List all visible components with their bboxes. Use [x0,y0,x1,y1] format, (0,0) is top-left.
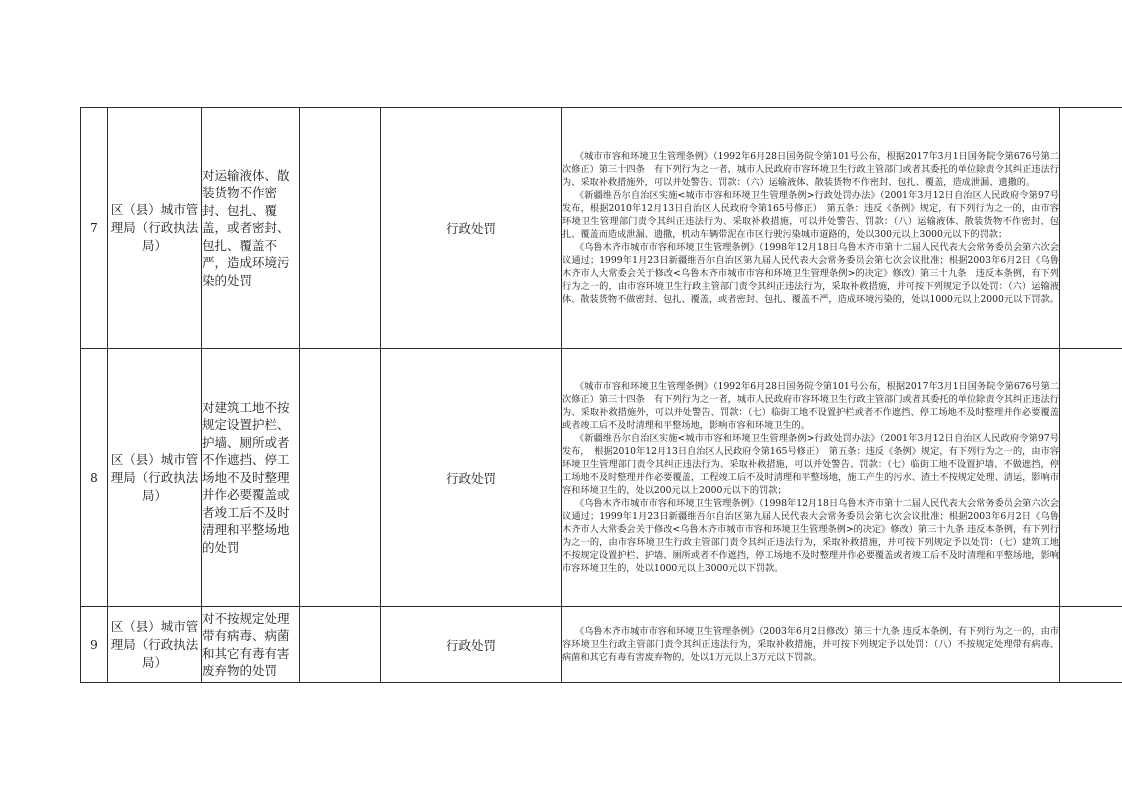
legal-basis-paragraph: 《乌鲁木齐市城市市容和环境卫生管理条例》（1998年12月18日乌鲁木齐市第十二届人民代表大会常务委员会第六次会议通过；1999年1月23日新疆维吾尔自治区第九届人民代表大会常务委员会第七次会议批准；根据2003年6月2日《乌鲁木齐市人大常委会关于修改<乌鲁木齐市城市市容和环境卫生管理条例>的决定》修改）第三十九条 违反本条例，有下列行为之一的，由市容环境卫生行政主管部门责令其纠正违法行为，采取补救措施，并可按下列规定予以处罚：（七）建筑工地不按规定设置护栏、护墙、厕所或者不作遮挡，停工场地不及时整理并作必要覆盖或者竣工后不及时清理和平整场地，影响市容环境卫生的，处以1000元以上3000元以下罚款。 [562,498,1059,574]
row-number: 8 [81,349,108,607]
empty-cell [1060,349,1122,607]
department-cell: 区（县）城市管理局（行政执法局） [108,607,202,683]
legal-basis-paragraph: 《乌鲁木齐市城市市容和环境卫生管理条例》（1998年12月18日乌鲁木齐市第十二届人民代表大会常务委员会第六次会议通过；1999年1月23日新疆维吾尔自治区第九届人民代表大会常务委员会第七次会议批准；根据2003年6月2日《乌鲁木齐市人大常委会关于修改<乌鲁木齐市城市市容和环境卫生管理条例>的决定》修改）第三十九条 违反本条例，有下列行为之一的，由市容环境卫生行政主管部门责令其纠正违法行为，采取补救措施，并可按下列规定予以处罚：（六）运输液体、散装货物不做密封、包扎、覆盖，或者密封、包扎、覆盖不严，造成环境污染的，处以1000元以上2000元以下罚款。 [562,242,1059,305]
legal-basis-cell [562,349,1060,607]
legal-basis-cell [562,108,1060,349]
row-number: 7 [81,108,108,349]
legal-basis-cell [562,607,1060,683]
empty-cell [300,108,381,349]
legal-basis-paragraph: 《城市市容和环境卫生管理条例》（1992年6月28日国务院令第101号公布，根据2017年3月1日国务院令第676号第二次修正）第三十四条 有下列行为之一者，城市人民政府市容环境卫生行政主管部门或者其委托的单位除责令其纠正违法行为、采取补救措施外，可以并处警告、罚款：（七）临街工地不设置护栏或者不作遮挡、停工场地不及时整理并作必要覆盖或者竣工后不及时清理和平整场地，影响市容和环境卫生的。 [562,381,1059,431]
empty-cell [1060,108,1122,349]
action-type-cell: 行政处罚 [381,607,562,683]
action-type-cell: 行政处罚 [381,108,562,349]
legal-basis-paragraph: 《乌鲁木齐市城市市容和环境卫生管理条例》（2003年6月2日修改）第三十九条 违反本条例，有下列行为之一的，由市容环境卫生行政主管部门责令其纠正违法行为，采取补救措施，并可按下列规定予以处罚：（八）不按规定处理带有病毒、病菌和其它有毒有害废弃物的，处以1万元以上3万元以下罚款。 [562,626,1059,663]
legal-basis-paragraph: 《新疆维吾尔自治区实施<城市市容和环境卫生管理条例>行政处罚办法》（2001年3月12日自治区人民政府令第97号发布， 根据2010年12月13日自治区人民政府令第165号修正） 第五条：违反《条例》规定，有下列行为之一的，由市容环境卫生管理部门责令其纠正违法行为、采取补救措施，可以并处警告、罚款：（七）临街工地不设置护墙、不做遮挡，停工场地不及时整理并作必要覆盖，工程竣工后不及时清理和平整场地，施工产生的污水、渣土不按规定处理、清运，影响市容和环境卫生的，处以200元以上2000元以下的罚款； [562,433,1059,496]
legal-basis-paragraph: 《城市市容和环境卫生管理条例》（1992年6月28日国务院令第101号公布，根据2017年3月1日国务院令第676号第二次修正）第三十四条 有下列行为之一者，城市人民政府市容环境卫生行政主管部门或者其委托的单位除责令其纠正违法行为、采取补救措施外，可以并处警告、罚款：（六）运输液体、散装货物不作密封、包扎、覆盖，造成泄漏、遗撒的。 [562,151,1059,188]
action-type-cell: 行政处罚 [381,349,562,607]
penalty-item-cell: 对运输液体、散装货物不作密封、包扎、覆盖，或者密封、包扎、覆盖不严，造成环境污染的处罚 [202,108,300,349]
department-cell: 区（县）城市管理局（行政执法局） [108,349,202,607]
empty-cell [300,607,381,683]
regulation-table [80,107,1122,683]
department-cell: 区（县）城市管理局（行政执法局） [108,108,202,349]
empty-cell [300,349,381,607]
table-row [81,349,1122,607]
table-row [81,607,1122,683]
row-number: 9 [81,607,108,683]
penalty-item-cell: 对不按规定处理带有病毒、病菌和其它有毒有害废弃物的处罚 [202,607,300,683]
penalty-item-cell: 对建筑工地不按规定设置护栏、护墙、厕所或者不作遮挡、停工场地不及时整理并作必要覆盖或者竣工后不及时清理和平整场地的处罚 [202,349,300,607]
table-row [81,108,1122,349]
legal-basis-paragraph: 《新疆维吾尔自治区实施<城市市容和环境卫生管理条例>行政处罚办法》（2001年3月12日自治区人民政府令第97号发布，根据2010年12月13日自治区人民政府令第165号修正） 第五条：违反《条例》规定，有下列行为之一的，由市容环境卫生管理部门责令其纠正违法行为、采取补救措施，可以并处警告、罚款：（八）运输液体、散装货物不作密封、包扎、覆盖而造成泄漏、遗撒，机动车辆带泥在市区行驶污染城市道路的，处以300元以上3000元以下的罚款； [562,190,1059,240]
empty-cell [1060,607,1122,683]
